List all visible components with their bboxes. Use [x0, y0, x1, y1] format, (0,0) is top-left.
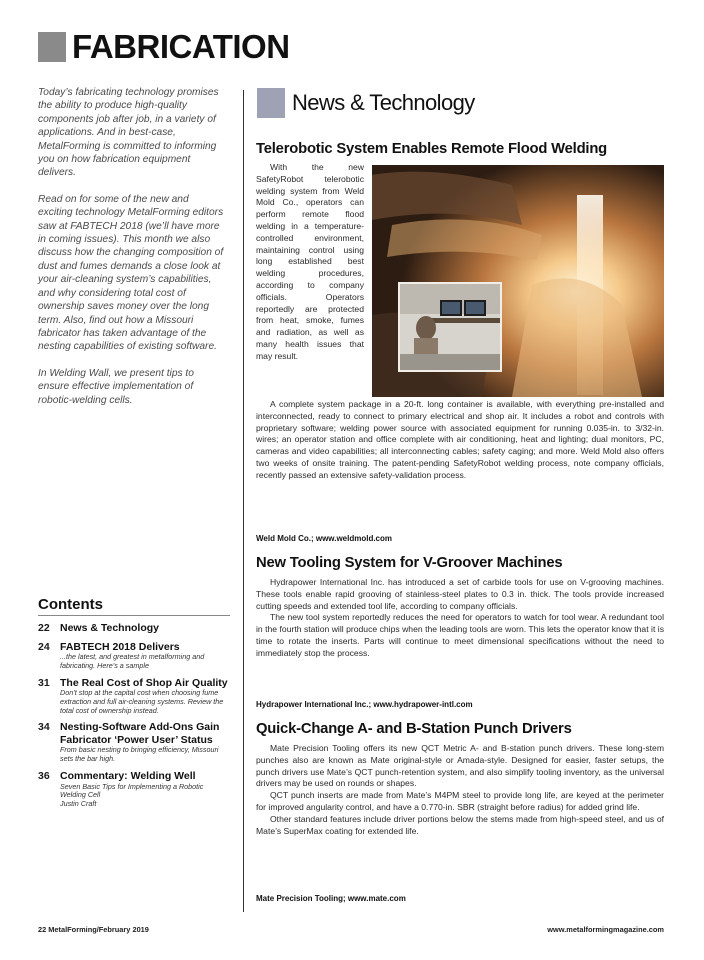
article-credit[interactable]: Weld Mold Co.; www.weldmold.com — [256, 534, 392, 543]
intro-paragraph: Today’s fabricating technology promises the ability to produce high-quality components job after job, in a variety of applications. And in best-case, MetalForming is committed to informing you on how fabrication equipment delivers. — [38, 87, 219, 179]
article-paragraph: A complete system package in a 20-ft. long container is available, with everything pre-installed and interconnected, ready to connect to primary electrical and shop air. It includes a robot and controls with proprietary software; welding power source with associated equipment for running 0.035-in. to 3/32-in. wires; an operator station and office complete with air conditioning, heat and lighting; dual monitors, PC, cameras and video capabilities; all interconnecting cables; safety caging; and more. Weld Mold also offers two weeks of onsite training. The patent-pending SafetyRobot welding process, note company officials, recently passed an extensive safety-validation process. — [256, 399, 664, 480]
toc-page-number: 31 — [38, 676, 50, 689]
article-paragraph: Mate Precision Tooling offers its new QCT Metric A- and B-station punch drivers. These long-stem punches also are known as Mate original-style or Amada-style. Designed for easier, faster setups, the punch drivers use Mate’s QCT punch-retention system, and also simplify tooling inventory, as the universal drivers may be used on rounds or shapes. — [256, 743, 664, 789]
article-body-wrap — [256, 162, 364, 363]
article-paragraph: The new tool system reportedly reduces the need for operators to watch for tool wear. A redundant tool in the fourth station will produce chips when the leading tools are worn. This lets the operator know that it is time to rotate the inserts. Parts will continue to meet dimensional specifications without the need to immediately stop the process. — [256, 612, 664, 658]
article-headline: New Tooling System for V-Groover Machines — [256, 555, 563, 571]
article-headline: Telerobotic System Enables Remote Flood Welding — [256, 141, 607, 157]
article-paragraph: With the new SafetyRobot telerobotic welding system from Weld Mold Co., operators can perform remote flood welding in a temperature-controlled environment, maintaining control using long established best welding procedures, according to company officials. Operators reportedly are protected from heat, smoke, fumes and radiation, as well as many health issues that may result. — [256, 162, 364, 361]
article-paragraph: Other standard features include driver portions below the stems made from high-speed steel, and us of Mate’s SuperMax coating for extended life. — [256, 813, 664, 836]
toc-description: Don’t stop at the capital cost when choosing fume extraction and full air-cleaning systems. Review the total cost of ownership instead. — [60, 688, 224, 715]
article-body — [256, 743, 664, 837]
toc-title: Nesting-Software Add-Ons Gain Fabricator ‘Power User’ Status — [60, 721, 220, 746]
toc-item[interactable] — [38, 721, 230, 764]
toc-page-number: 24 — [38, 640, 50, 653]
page-footer-url[interactable]: www.metalformingmagazine.com — [547, 925, 664, 934]
article-paragraph: QCT punch inserts are made from Mate’s M4PM steel to provide long life, are keyed at the perimeter for improved angularity control, and have a 0.770-in. SBR (straight before radius) for added grind life. — [256, 790, 664, 812]
section-header: FABRICATION — [72, 28, 290, 65]
news-section-title: News & Technology — [292, 90, 475, 115]
toc-title: News & Technology — [60, 622, 159, 634]
toc-title: The Real Cost of Shop Air Quality — [60, 676, 228, 689]
article-body — [256, 577, 664, 660]
article-headline: Quick-Change A- and B-Station Punch Drivers — [256, 721, 572, 737]
toc-item[interactable] — [38, 622, 230, 635]
article-paragraph: Hydrapower International Inc. has introduced a set of carbide tools for use on V-grooving machines. These tools enable rapid grooving of stainless-steel plates to 0.3 in. thick. The tools provide increased cutting speeds and extended tool life, according to company officials. — [256, 577, 664, 611]
toc-page-number: 22 — [38, 622, 50, 634]
toc-description: Seven Basic Tips for Implementing a Robotic Welding Cell — [60, 781, 204, 800]
toc-title: FABTECH 2018 Delivers — [60, 640, 180, 653]
article-credit[interactable]: Mate Precision Tooling; www.mate.com — [256, 894, 406, 903]
news-section-marker — [257, 88, 285, 118]
article-credit[interactable]: Hydrapower International Inc.; www.hydrapower-intl.com — [256, 700, 473, 709]
toc-description: ...the latest, and greatest in metalforming and fabricating. Here’s a sample — [60, 652, 205, 670]
toc-page-number: 36 — [38, 770, 50, 783]
toc-description: From basic nesting to bringing efficiency, Missouri sets the bar high. — [60, 745, 219, 764]
intro-paragraph: In Welding Wall, we present tips to ensure effective implementation of robotic-welding cells. — [38, 367, 194, 406]
section-header-marker — [38, 32, 66, 62]
toc-author: Justin Craft — [60, 799, 97, 809]
operator-station-image — [400, 284, 500, 370]
page-footer-issue: 22 MetalForming/February 2019 — [38, 925, 149, 934]
intro-paragraph: Read on for some of the new and exciting technology MetalForming editors saw at FABTECH 2018 (we’ll have more in coming issues). This month we also discuss how the changing composition of dust and fumes demands a close look at your air-cleaning system’s capabilities, and why considering total cost of ownership saves money over the long term. Also, find out how a Missouri fabricator has taken advantage of the nesting capabilities of existing software. — [38, 193, 224, 353]
operator-station-photo — [398, 282, 502, 372]
intro-column — [38, 86, 226, 420]
article-body — [256, 399, 664, 482]
toc-page-number: 34 — [38, 721, 50, 734]
column-divider — [243, 90, 244, 912]
toc-item[interactable] — [38, 770, 230, 809]
toc-item[interactable] — [38, 641, 230, 671]
contents-title: Contents — [38, 596, 230, 616]
toc-title: Commentary: Welding Well — [60, 770, 196, 783]
toc-item[interactable] — [38, 677, 230, 716]
contents-box — [38, 596, 230, 809]
